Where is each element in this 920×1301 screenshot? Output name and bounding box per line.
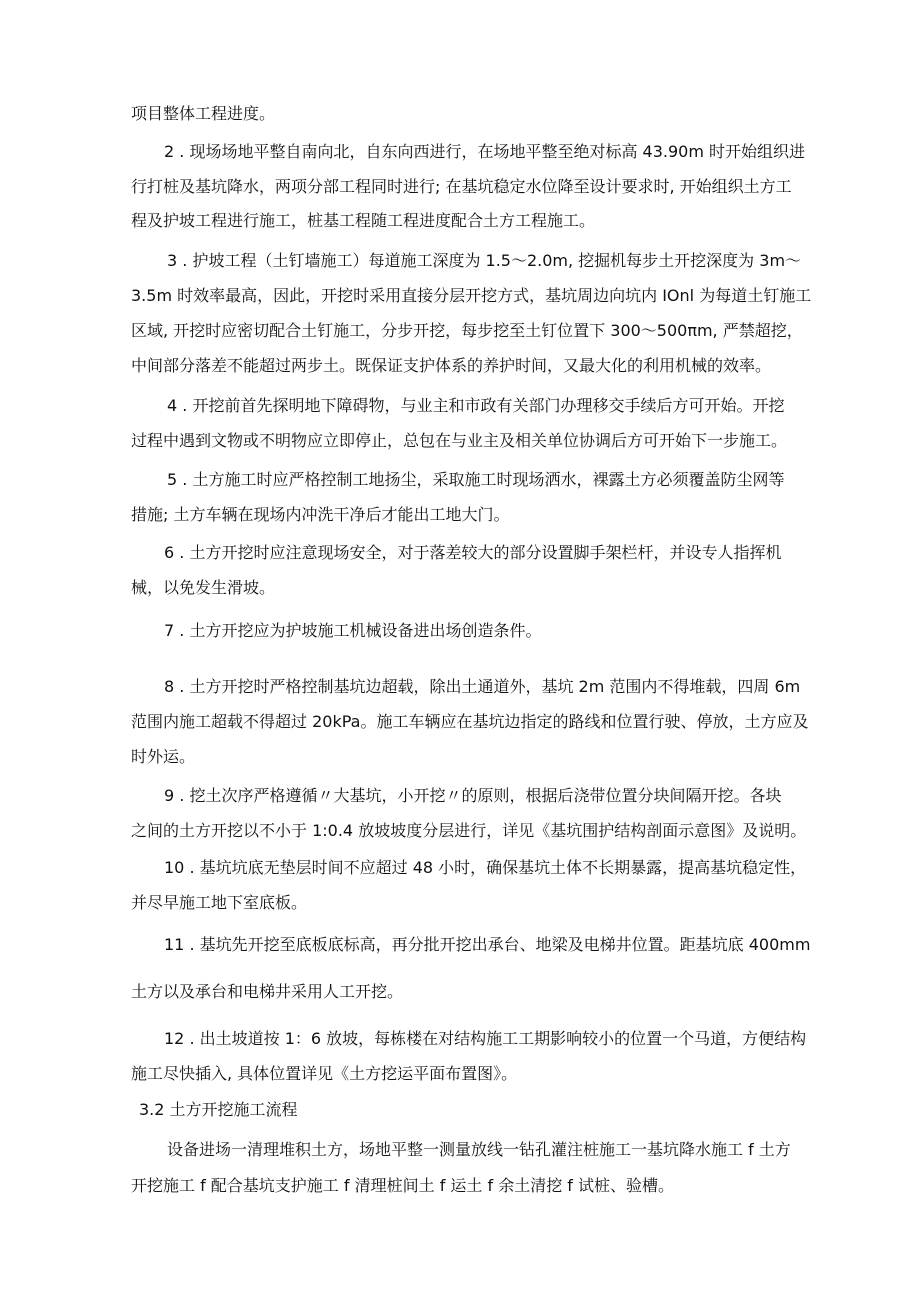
text-line: 6 . 土方开挖时应注意现场安全，对于落差较大的部分设置脚手架栏杆，并设专人指挥机 bbox=[164, 543, 782, 562]
text-line: 中间部分落差不能超过两步土。既保证支护体系的养护时间，又最大化的利用机械的效率。 bbox=[131, 356, 772, 375]
text-line: 设备进场一清理堆积土方，场地平整一测量放线一钻孔灌注桩施工一基坑降水施工 f 土方 bbox=[167, 1140, 791, 1159]
text-line: 程及护坡工程进行施工，桩基工程随工程进度配合土方工程施工。 bbox=[131, 211, 596, 230]
text-line: 3 . 护坡工程（土钉墙施工）每道施工深度为 1.5～2.0m, 挖掘机每步土开挖深度为 3m～ bbox=[167, 251, 802, 270]
text-line: 12 . 出土坡道按 1：6 放坡，每栋楼在对结构施工工期影响较小的位置一个马道，方便结构 bbox=[164, 1029, 807, 1048]
text-line: 5 . 土方施工时应严格控制工地扬尘，采取施工时现场洒水，裸露土方必须覆盖防尘网等 bbox=[167, 470, 785, 489]
text-line: 时外运。 bbox=[131, 747, 196, 766]
text-line: 之间的土方开挖以不小于 1:0.4 放坡坡度分层进行，详见《基坑围护结构剖面示意图》及说明。 bbox=[131, 821, 807, 840]
text-line: 施工尽快插入, 具体位置详见《土方挖运平面布置图》。 bbox=[131, 1064, 518, 1083]
text-line: 区域, 开挖时应密切配合土钉施工，分步开挖，每步挖至土钉位置下 300～500πm, 严禁超挖， bbox=[131, 321, 803, 340]
text-line: 土方以及承台和电梯井采用人工开挖。 bbox=[131, 982, 404, 1001]
text-line: 4 . 开挖前首先探明地下障碍物，与业主和市政有关部门办理移交手续后方可开始。开挖 bbox=[167, 396, 785, 415]
text-line: 行打桩及基坑降水，两项分部工程同时进行; 在基坑稳定水位降至设计要求时, 开始组织土方工 bbox=[131, 177, 792, 196]
text-line: 械，以免发生滑坡。 bbox=[131, 578, 276, 597]
text-line: 过程中遇到文物或不明物应立即停止，总包在与业主及相关单位协调后方可开始下一步施工。 bbox=[131, 431, 788, 450]
text-line: 11 . 基坑先开挖至底板底标高，再分批开挖出承台、地梁及电梯井位置。距基坑底 400mm bbox=[164, 935, 811, 954]
text-line: 3.5m 时效率最高，因此，开挖时采用直接分层开挖方式，基坑周边向坑内 IOnl 为每道土钉施工 bbox=[131, 286, 812, 305]
text-line: 7 . 土方开挖应为护坡施工机械设备进出场创造条件。 bbox=[164, 621, 542, 640]
text-line: 8 . 土方开挖时严格控制基坑边超载，除出土通道外，基坑 2m 范围内不得堆载，四周 6m bbox=[164, 677, 801, 696]
text-line: 10 . 基坑坑底无垫层时间不应超过 48 小时，确保基坑土体不长期暴露，提高基坑稳定性， bbox=[164, 858, 807, 877]
text-line: 措施; 土方车辆在现场内冲洗干净后才能出工地大门。 bbox=[131, 505, 510, 524]
text-line: 并尽早施工地下室底板。 bbox=[131, 893, 308, 912]
text-line: 范围内施工超载不得超过 20kPa。施工车辆应在基坑边指定的路线和位置行驶、停放，土方应及 bbox=[131, 712, 809, 731]
text-line: 开挖施工 f 配合基坑支护施工 f 清理桩间土 f 运土 f 余土清挖 f 试桩、验槽。 bbox=[131, 1176, 675, 1195]
text-line: 9 . 挖土次序严格遵循〃大基坑，小开挖〃的原则，根据后浇带位置分块间隔开挖。各块 bbox=[164, 786, 782, 805]
text-line: 项目整体工程进度。 bbox=[131, 104, 276, 123]
text-line: 2 . 现场场地平整自南向北，自东向西进行，在场地平整至绝对标高 43.90m 时开始组织进 bbox=[164, 142, 806, 161]
section-title: 3.2 土方开挖施工流程 bbox=[139, 1100, 298, 1119]
